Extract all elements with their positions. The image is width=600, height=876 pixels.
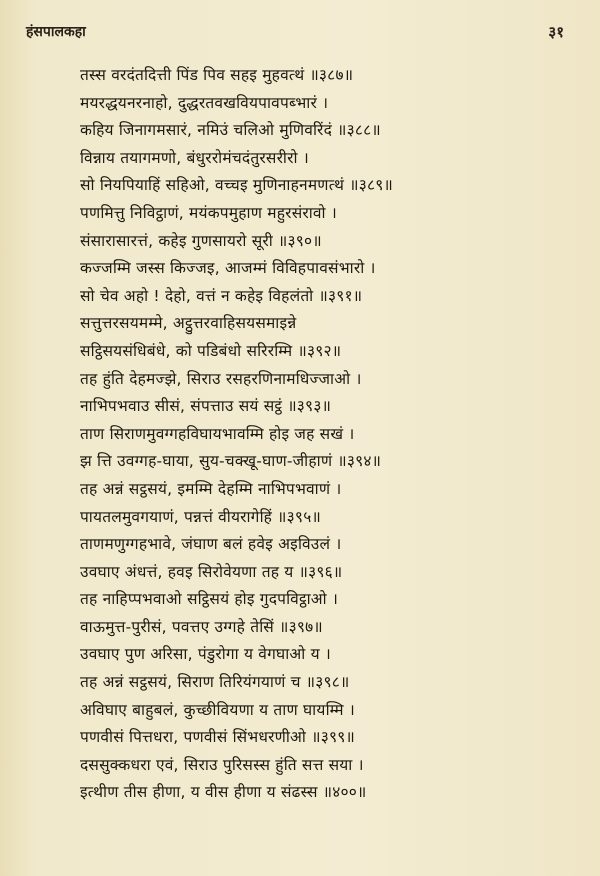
verse-line: संसारासारत्तं, कहेइ गुणसायरो सूरी ॥३९०॥: [80, 231, 322, 250]
verse-line: इत्थीण तीस हीणा, य वीस हीणा य संढस्स ॥४००॥: [80, 783, 367, 802]
running-header-title: हंसपालकहा: [26, 24, 86, 40]
verse-line: कहिय जिनागमसारं, नमिउं चलिओ मुणिवरिंदं ॥३८८॥: [80, 121, 381, 140]
page-number: ३१: [548, 23, 564, 41]
verse-line: पणमित्तु निविट्ठाणं, मयंकपमुहाण महुरसंरावो ।: [80, 203, 337, 222]
verse-line: तह अन्नं सट्ठसयं, इमम्मि देहम्मि नाभिपभवाणं ।: [80, 479, 342, 498]
verse-line: सो नियपियाहिं सहिओ, वच्चइ मुणिनाहनमणत्थं ॥३८९॥: [80, 176, 393, 195]
verse-line: विन्नाय तयागमणो, बंधुररोमंचदंतुरसरीरो ।: [80, 148, 309, 167]
verse-line: दससुक्कधरा एवं, सिराउ पुरिसस्स हुंति सत्त सया ।: [80, 755, 364, 774]
verse-line: वाऊमुत्त-पुरीसं, पवत्तए उग्गहे तेसिं ॥३९७॥: [80, 617, 323, 636]
verse-line: पायतलमुवगयाणं, पन्नत्तं वीयरागेहिं ॥३९५॥: [80, 507, 321, 526]
verse-line: उवघाए पुण अरिसा, पंडुरोगा य वेगघाओ य ।: [80, 645, 331, 664]
verse-line: तस्स वरदंतदित्ती पिंड पिव सहइ मुहवत्थं ॥३८७॥: [80, 66, 354, 84]
verse-line: ताणमणुग्गहभावे, जंघाण बलं हवेइ अइविउलं ।: [80, 535, 342, 554]
verse-line: ताण सिराणमुवग्गहविघायभावम्मि होइ जह सखं ।: [80, 424, 355, 443]
verse-line: तह अन्नं सट्ठसयं, सिराण तिरियंगयाणं च ॥३९८॥: [80, 673, 350, 692]
verse-line: सो चेव अहो ! देहो, वत्तं न कहेइ विहलंतो ॥३९१॥: [80, 286, 363, 305]
verse-line: तह हुंति देहमज्झे, सिराउ रसहरणिनामधिज्जाओ ।: [80, 369, 362, 388]
verse-line: सत्तुत्तरसयमम्मे, अट्ठुत्तरवाहिसयसमाइन्ने: [80, 314, 297, 333]
verse-line: अविघाए बाहुबलं, कुच्छीवियणा य ताण घायम्मि ।: [80, 700, 355, 719]
verse-line: सट्ठिसयसंधिबंधे, को पडिबंधो सरिरम्मि ॥३९२॥: [80, 341, 342, 360]
verse-block: [80, 62, 550, 807]
verse-line: पणवीसं पित्तधरा, पणवीसं सिंभधरणीओ ॥३९९॥: [80, 728, 355, 747]
verse-line: तह नाहिप्पभवाओ सट्ठिसयं होइ गुदपविट्ठाओ ।: [80, 590, 339, 609]
verse-line: झ त्ति उवग्गह-घाया, सुय-चक्खू-घाण-जीहाणं ॥३९४॥: [80, 452, 382, 471]
verse-line: मयरद्धयनरनाहो, दुद्धरतवखवियपावपब्भारं ।: [80, 93, 329, 112]
verse-line: नाभिपभवाउ सीसं, संपत्ताउ सयं सट्ठं ॥३९३॥: [80, 397, 332, 416]
verse-line: कज्जम्मि जस्स किज्जइ, आजम्मं विविहपावसंभारो ।: [80, 259, 376, 278]
verse-line: उवघाए अंधत्तं, हवइ सिरोवेयणा तह य ॥३९६॥: [80, 562, 343, 581]
